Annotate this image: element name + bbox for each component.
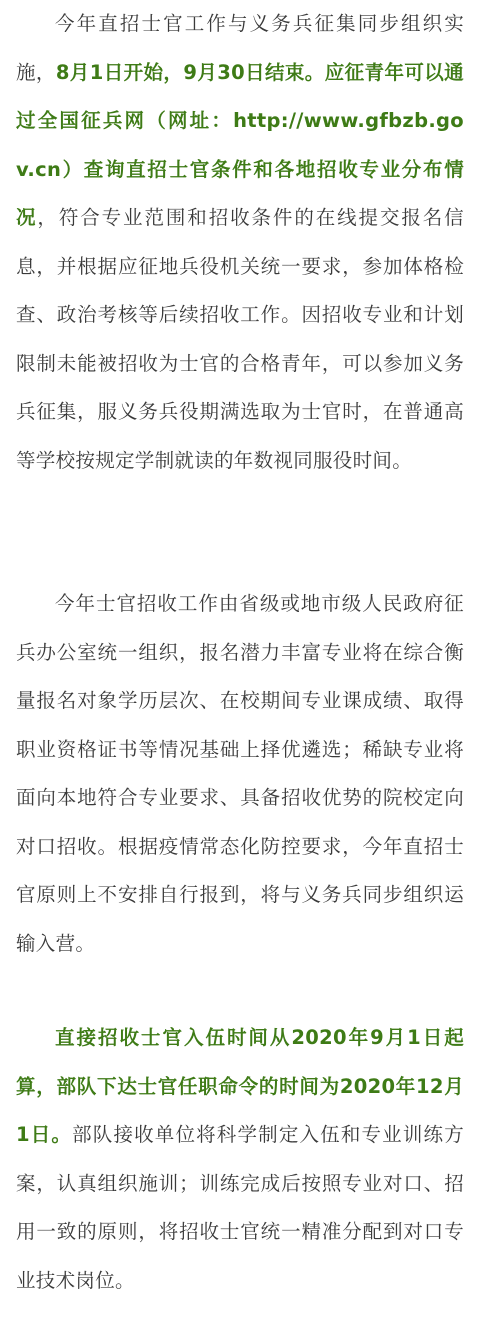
website-link[interactable]: http://www.gfbzb.gov.cn [16,109,464,181]
paragraph-text: ，符合专业范围和招收条件的在线提交报名信息，并根据应征地兵役机关统一要求，参加体格检查、政治考核等后续招收工作。因招收专业和计划限制未能被招收为士官的合格青年，可以参加义务兵征集，服义务兵役期满选取为士官时，在普通高等学校按规定学制就读的年数视同服役时间。 [16,206,464,472]
paragraph-enlistment-time [16,1014,464,1305]
paragraph-text: 今年士官招收工作由省级或地市级人民政府征兵办公室统一组织，报名潜力丰富专业将在综合衡量报名对象学历层次、在校期间专业课成绩、取得职业资格证书等情况基础上择优遴选；稀缺专业将面向本地符合专业要求、具备招收优势的院校定向对口招收。根据疫情常态化防控要求，今年直招士官原则上不安排自行报到，将与义务兵同步组织运输入营。 [16,592,464,955]
highlight-enlistment-dates: 直接招收士官入伍时间从2020年9月1日起算，部队下达士官任职命令的时间为2020年12月1日。 [16,1026,464,1146]
paragraph-recruitment-schedule [16,0,464,485]
highlight-dates-text: 8月1日开始，9月30日结束。应征青年可以通过全国征兵网（网址： [16,60,464,132]
paragraph-text: 部队接收单位将科学制定入伍和专业训练方案，认真组织施训；训练完成后按照专业对口、招用一致的原则，将招收士官统一精准分配到对口专业技术岗位。 [16,1123,465,1292]
highlight-query-text: ）查询直招士官条件和各地招收专业分布情况 [16,157,464,229]
paragraph-text: 今年直招士官工作与义务兵征集同步组织实施， [16,12,464,84]
paragraph-organization [16,580,464,968]
